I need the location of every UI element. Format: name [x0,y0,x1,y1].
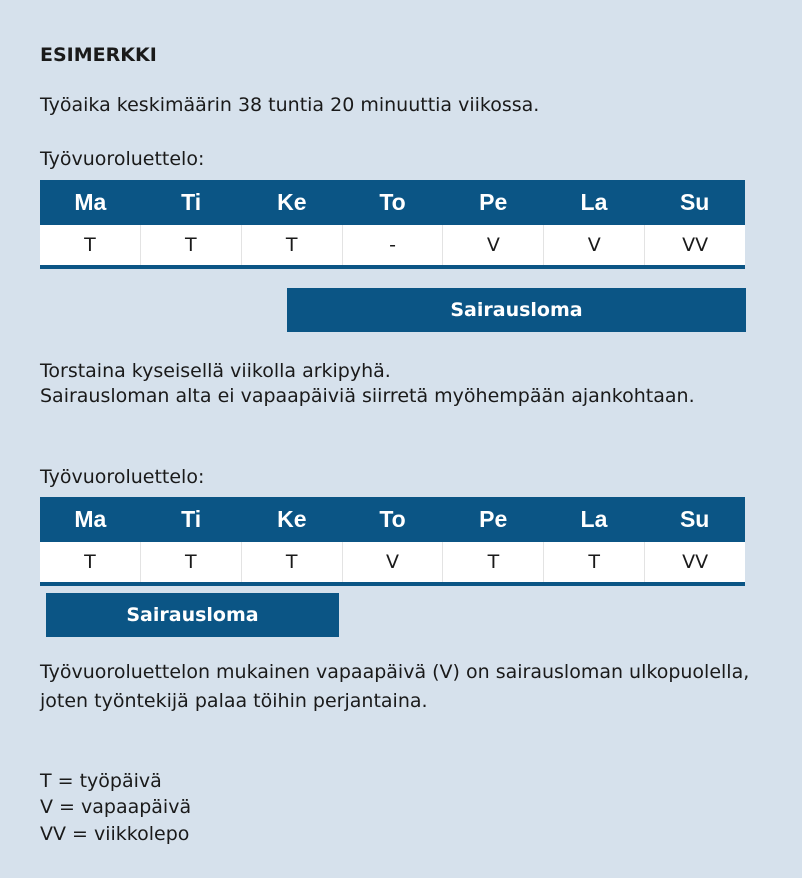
sick-leave-bar-1: Sairausloma [287,288,746,332]
schedule-header-row-1 [40,180,745,225]
day-value: T [544,542,645,582]
day-header: Ti [181,506,202,532]
day-header: Ma [74,189,107,215]
day-value: T [443,542,544,582]
legend-item: VV = viikkolepo [40,823,190,845]
day-header: To [379,189,406,215]
schedule-header-row-2 [40,497,745,542]
note-2-line-2: joten työntekijä palaa töihin perjantaina. [40,690,428,712]
day-header: Ke [277,189,307,215]
day-header: La [580,506,608,532]
day-header: Ma [74,506,107,532]
example-title: ESIMERKKI [40,44,157,66]
day-value: VV [682,234,709,256]
day-value: T [141,542,242,582]
schedule-table-1 [40,180,745,269]
schedule-table-2 [40,497,745,586]
schedule-value-row-1 [40,225,745,269]
note-2-line-1: Työvuoroluettelon mukainen vapaapäivä (V) on sairausloman ulkopuolella, [40,661,750,683]
day-header: Su [679,506,710,532]
day-value: VV [682,551,709,573]
intro-text: Työaika keskimäärin 38 tuntia 20 minuuttia viikossa. [40,94,540,116]
day-header: Su [679,189,710,215]
schedule-label-2: Työvuoroluettelo: [40,466,205,488]
day-value: T [141,225,242,265]
day-value: T [40,225,141,265]
day-value: - [343,225,444,265]
day-value: V [544,225,645,265]
day-value: V [343,542,444,582]
day-value: V [443,225,544,265]
sick-leave-bar-2: Sairausloma [46,593,339,637]
day-header: To [379,506,406,532]
day-header: Pe [479,506,508,532]
day-header: La [580,189,608,215]
day-value: T [242,225,343,265]
day-header: Pe [479,189,508,215]
schedule-value-row-2 [40,542,745,586]
day-value: T [242,542,343,582]
legend-item: T = työpäivä [40,770,162,792]
day-header: Ti [181,189,202,215]
schedule-label-1: Työvuoroluettelo: [40,148,205,170]
day-value: T [40,542,141,582]
note-1-line-1: Torstaina kyseisellä viikolla arkipyhä. [40,360,391,382]
legend-item: V = vapaapäivä [40,796,192,818]
note-1-line-2: Sairausloman alta ei vapaapäiviä siirretä myöhempään ajankohtaan. [40,385,695,407]
day-header: Ke [277,506,307,532]
